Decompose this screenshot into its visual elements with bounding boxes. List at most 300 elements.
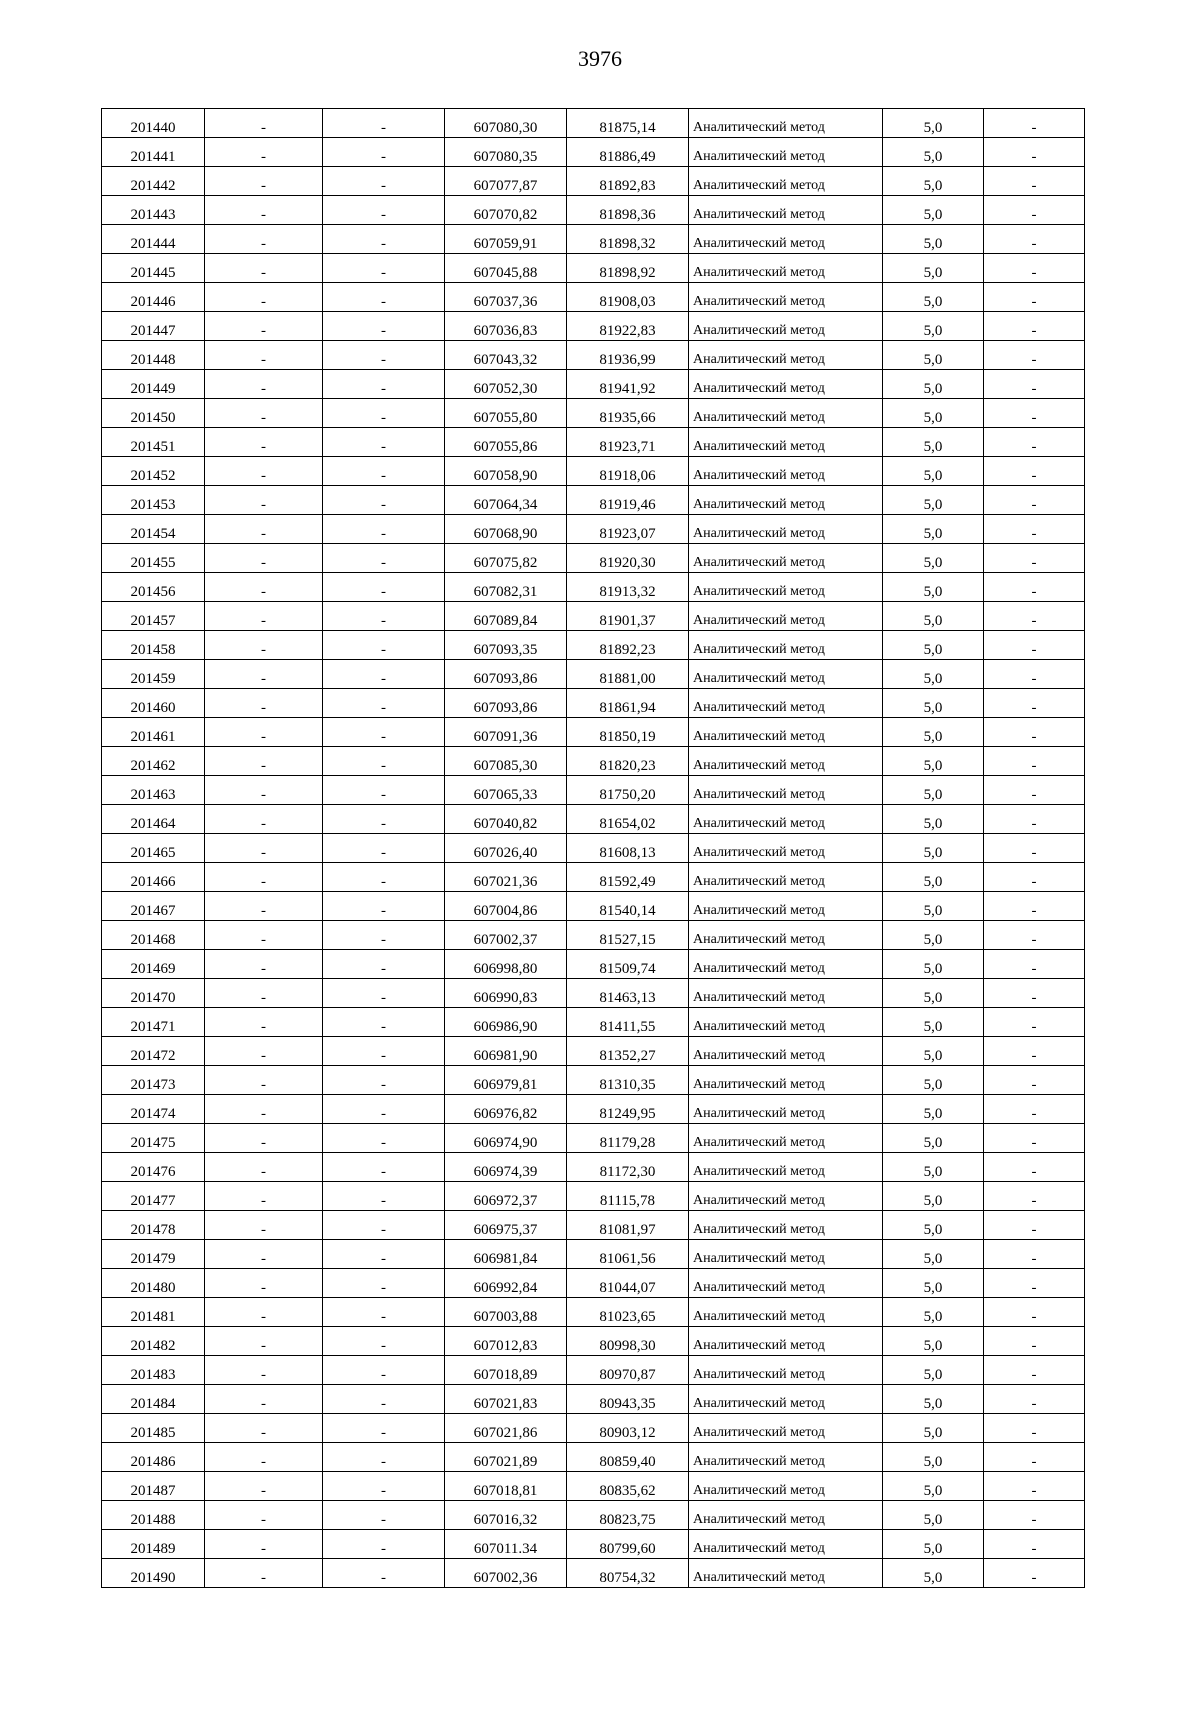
table-row [102, 1240, 1085, 1269]
dash-cell-1: - [205, 660, 323, 689]
dash-cell-3: - [984, 1008, 1085, 1037]
dash-cell-2: - [323, 979, 445, 1008]
dash-cell-2: - [323, 1269, 445, 1298]
accuracy-cell: 5,0 [883, 1414, 984, 1443]
y-coordinate-cell: 81898,32 [567, 225, 689, 254]
x-coordinate-cell: 607055,80 [445, 399, 567, 428]
dash-cell-2: - [323, 1182, 445, 1211]
x-coordinate-cell: 607004,86 [445, 892, 567, 921]
table-row [102, 312, 1085, 341]
dash-cell-3: - [984, 747, 1085, 776]
method-cell: Аналитический метод [689, 1385, 883, 1414]
x-coordinate-cell: 607026,40 [445, 834, 567, 863]
table-row [102, 1356, 1085, 1385]
point-number-cell: 201483 [102, 1356, 205, 1385]
y-coordinate-cell: 81898,36 [567, 196, 689, 225]
y-coordinate-cell: 81411,55 [567, 1008, 689, 1037]
method-cell: Аналитический метод [689, 1066, 883, 1095]
point-number-cell: 201468 [102, 921, 205, 950]
x-coordinate-cell: 607037,36 [445, 283, 567, 312]
accuracy-cell: 5,0 [883, 776, 984, 805]
method-cell: Аналитический метод [689, 1472, 883, 1501]
accuracy-cell: 5,0 [883, 631, 984, 660]
dash-cell-2: - [323, 457, 445, 486]
dash-cell-2: - [323, 225, 445, 254]
y-coordinate-cell: 81892,83 [567, 167, 689, 196]
y-coordinate-cell: 81881,00 [567, 660, 689, 689]
method-cell: Аналитический метод [689, 225, 883, 254]
method-cell: Аналитический метод [689, 863, 883, 892]
dash-cell-2: - [323, 1356, 445, 1385]
accuracy-cell: 5,0 [883, 921, 984, 950]
dash-cell-1: - [205, 1472, 323, 1501]
method-cell: Аналитический метод [689, 979, 883, 1008]
y-coordinate-cell: 81592,49 [567, 863, 689, 892]
table-row [102, 1124, 1085, 1153]
dash-cell-2: - [323, 1559, 445, 1588]
dash-cell-1: - [205, 1095, 323, 1124]
dash-cell-1: - [205, 631, 323, 660]
point-number-cell: 201487 [102, 1472, 205, 1501]
accuracy-cell: 5,0 [883, 1327, 984, 1356]
dash-cell-1: - [205, 1182, 323, 1211]
accuracy-cell: 5,0 [883, 1530, 984, 1559]
y-coordinate-cell: 80998,30 [567, 1327, 689, 1356]
page-number: 3976 [578, 46, 622, 71]
method-cell: Аналитический метод [689, 921, 883, 950]
dash-cell-3: - [984, 1095, 1085, 1124]
table-row [102, 1414, 1085, 1443]
y-coordinate-cell: 81061,56 [567, 1240, 689, 1269]
accuracy-cell: 5,0 [883, 573, 984, 602]
dash-cell-2: - [323, 1414, 445, 1443]
accuracy-cell: 5,0 [883, 1385, 984, 1414]
dash-cell-1: - [205, 1066, 323, 1095]
point-number-cell: 201471 [102, 1008, 205, 1037]
method-cell: Аналитический метод [689, 109, 883, 138]
x-coordinate-cell: 607021,83 [445, 1385, 567, 1414]
y-coordinate-cell: 81892,23 [567, 631, 689, 660]
method-cell: Аналитический метод [689, 1414, 883, 1443]
x-coordinate-cell: 606981,90 [445, 1037, 567, 1066]
point-number-cell: 201490 [102, 1559, 205, 1588]
dash-cell-2: - [323, 863, 445, 892]
table-row [102, 1153, 1085, 1182]
table-row [102, 1211, 1085, 1240]
table-row [102, 341, 1085, 370]
table-row [102, 747, 1085, 776]
method-cell: Аналитический метод [689, 196, 883, 225]
point-number-cell: 201482 [102, 1327, 205, 1356]
table-row [102, 602, 1085, 631]
point-number-cell: 201484 [102, 1385, 205, 1414]
dash-cell-3: - [984, 515, 1085, 544]
method-cell: Аналитический метод [689, 892, 883, 921]
x-coordinate-cell: 607059,91 [445, 225, 567, 254]
dash-cell-2: - [323, 631, 445, 660]
x-coordinate-cell: 606972,37 [445, 1182, 567, 1211]
y-coordinate-cell: 81608,13 [567, 834, 689, 863]
dash-cell-1: - [205, 457, 323, 486]
point-number-cell: 201479 [102, 1240, 205, 1269]
dash-cell-3: - [984, 138, 1085, 167]
method-cell: Аналитический метод [689, 1211, 883, 1240]
dash-cell-1: - [205, 602, 323, 631]
accuracy-cell: 5,0 [883, 138, 984, 167]
accuracy-cell: 5,0 [883, 892, 984, 921]
method-cell: Аналитический метод [689, 341, 883, 370]
table-row [102, 544, 1085, 573]
dash-cell-1: - [205, 776, 323, 805]
point-number-cell: 201456 [102, 573, 205, 602]
dash-cell-2: - [323, 747, 445, 776]
dash-cell-1: - [205, 1559, 323, 1588]
dash-cell-2: - [323, 283, 445, 312]
point-number-cell: 201470 [102, 979, 205, 1008]
method-cell: Аналитический метод [689, 747, 883, 776]
y-coordinate-cell: 81875,14 [567, 109, 689, 138]
dash-cell-2: - [323, 399, 445, 428]
dash-cell-1: - [205, 1124, 323, 1153]
dash-cell-3: - [984, 602, 1085, 631]
dash-cell-3: - [984, 921, 1085, 950]
accuracy-cell: 5,0 [883, 689, 984, 718]
x-coordinate-cell: 607080,35 [445, 138, 567, 167]
y-coordinate-cell: 81310,35 [567, 1066, 689, 1095]
dash-cell-1: - [205, 312, 323, 341]
dash-cell-2: - [323, 196, 445, 225]
dash-cell-3: - [984, 370, 1085, 399]
dash-cell-3: - [984, 109, 1085, 138]
x-coordinate-cell: 607068,90 [445, 515, 567, 544]
method-cell: Аналитический метод [689, 573, 883, 602]
dash-cell-2: - [323, 1501, 445, 1530]
point-number-cell: 201463 [102, 776, 205, 805]
table-row [102, 196, 1085, 225]
accuracy-cell: 5,0 [883, 1443, 984, 1472]
point-number-cell: 201485 [102, 1414, 205, 1443]
x-coordinate-cell: 607075,82 [445, 544, 567, 573]
method-cell: Аналитический метод [689, 312, 883, 341]
dash-cell-2: - [323, 660, 445, 689]
y-coordinate-cell: 81463,13 [567, 979, 689, 1008]
dash-cell-2: - [323, 834, 445, 863]
dash-cell-2: - [323, 1037, 445, 1066]
table-row [102, 1269, 1085, 1298]
y-coordinate-cell: 81922,83 [567, 312, 689, 341]
table-row [102, 399, 1085, 428]
accuracy-cell: 5,0 [883, 1095, 984, 1124]
table-row [102, 718, 1085, 747]
method-cell: Аналитический метод [689, 399, 883, 428]
coordinates-table [101, 108, 1085, 1588]
dash-cell-1: - [205, 225, 323, 254]
point-number-cell: 201450 [102, 399, 205, 428]
point-number-cell: 201446 [102, 283, 205, 312]
table-row [102, 950, 1085, 979]
point-number-cell: 201443 [102, 196, 205, 225]
dash-cell-3: - [984, 1037, 1085, 1066]
dash-cell-3: - [984, 1298, 1085, 1327]
table-row [102, 283, 1085, 312]
point-number-cell: 201462 [102, 747, 205, 776]
y-coordinate-cell: 81179,28 [567, 1124, 689, 1153]
y-coordinate-cell: 80799,60 [567, 1530, 689, 1559]
dash-cell-2: - [323, 892, 445, 921]
dash-cell-3: - [984, 283, 1085, 312]
x-coordinate-cell: 606976,82 [445, 1095, 567, 1124]
y-coordinate-cell: 80823,75 [567, 1501, 689, 1530]
table-row [102, 370, 1085, 399]
table-row [102, 1066, 1085, 1095]
dash-cell-3: - [984, 167, 1085, 196]
table-row [102, 1559, 1085, 1588]
x-coordinate-cell: 606998,80 [445, 950, 567, 979]
point-number-cell: 201477 [102, 1182, 205, 1211]
y-coordinate-cell: 81923,07 [567, 515, 689, 544]
dash-cell-2: - [323, 544, 445, 573]
y-coordinate-cell: 81923,71 [567, 428, 689, 457]
x-coordinate-cell: 606992,84 [445, 1269, 567, 1298]
y-coordinate-cell: 81898,92 [567, 254, 689, 283]
table-row [102, 1385, 1085, 1414]
method-cell: Аналитический метод [689, 1095, 883, 1124]
dash-cell-3: - [984, 1240, 1085, 1269]
method-cell: Аналитический метод [689, 283, 883, 312]
method-cell: Аналитический метод [689, 486, 883, 515]
dash-cell-1: - [205, 1501, 323, 1530]
dash-cell-2: - [323, 950, 445, 979]
dash-cell-1: - [205, 1211, 323, 1240]
dash-cell-1: - [205, 1153, 323, 1182]
method-cell: Аналитический метод [689, 254, 883, 283]
dash-cell-3: - [984, 689, 1085, 718]
accuracy-cell: 5,0 [883, 1182, 984, 1211]
dash-cell-3: - [984, 428, 1085, 457]
point-number-cell: 201464 [102, 805, 205, 834]
table-row [102, 1501, 1085, 1530]
x-coordinate-cell: 607077,87 [445, 167, 567, 196]
accuracy-cell: 5,0 [883, 1008, 984, 1037]
table-row [102, 1443, 1085, 1472]
dash-cell-2: - [323, 254, 445, 283]
method-cell: Аналитический метод [689, 1240, 883, 1269]
x-coordinate-cell: 607080,30 [445, 109, 567, 138]
dash-cell-1: - [205, 863, 323, 892]
y-coordinate-cell: 81750,20 [567, 776, 689, 805]
accuracy-cell: 5,0 [883, 544, 984, 573]
dash-cell-3: - [984, 660, 1085, 689]
y-coordinate-cell: 80835,62 [567, 1472, 689, 1501]
dash-cell-1: - [205, 747, 323, 776]
point-number-cell: 201458 [102, 631, 205, 660]
dash-cell-3: - [984, 399, 1085, 428]
point-number-cell: 201472 [102, 1037, 205, 1066]
table-row [102, 689, 1085, 718]
y-coordinate-cell: 81886,49 [567, 138, 689, 167]
y-coordinate-cell: 81901,37 [567, 602, 689, 631]
table-row [102, 1327, 1085, 1356]
table-row [102, 1472, 1085, 1501]
x-coordinate-cell: 607065,33 [445, 776, 567, 805]
point-number-cell: 201466 [102, 863, 205, 892]
x-coordinate-cell: 606974,90 [445, 1124, 567, 1153]
dash-cell-1: - [205, 283, 323, 312]
dash-cell-2: - [323, 341, 445, 370]
point-number-cell: 201460 [102, 689, 205, 718]
dash-cell-2: - [323, 602, 445, 631]
method-cell: Аналитический метод [689, 1501, 883, 1530]
x-coordinate-cell: 607036,83 [445, 312, 567, 341]
y-coordinate-cell: 81540,14 [567, 892, 689, 921]
x-coordinate-cell: 607021,36 [445, 863, 567, 892]
method-cell: Аналитический метод [689, 457, 883, 486]
dash-cell-2: - [323, 689, 445, 718]
point-number-cell: 201451 [102, 428, 205, 457]
x-coordinate-cell: 606974,39 [445, 1153, 567, 1182]
dash-cell-2: - [323, 1095, 445, 1124]
dash-cell-2: - [323, 776, 445, 805]
method-cell: Аналитический метод [689, 1327, 883, 1356]
dash-cell-1: - [205, 109, 323, 138]
dash-cell-3: - [984, 1327, 1085, 1356]
y-coordinate-cell: 81913,32 [567, 573, 689, 602]
point-number-cell: 201467 [102, 892, 205, 921]
dash-cell-1: - [205, 950, 323, 979]
y-coordinate-cell: 81850,19 [567, 718, 689, 747]
accuracy-cell: 5,0 [883, 370, 984, 399]
point-number-cell: 201452 [102, 457, 205, 486]
table-row [102, 428, 1085, 457]
dash-cell-1: - [205, 167, 323, 196]
y-coordinate-cell: 81115,78 [567, 1182, 689, 1211]
dash-cell-3: - [984, 631, 1085, 660]
dash-cell-1: - [205, 834, 323, 863]
dash-cell-3: - [984, 196, 1085, 225]
dash-cell-3: - [984, 834, 1085, 863]
method-cell: Аналитический метод [689, 776, 883, 805]
table-row [102, 1530, 1085, 1559]
dash-cell-1: - [205, 1385, 323, 1414]
point-number-cell: 201457 [102, 602, 205, 631]
dash-cell-1: - [205, 341, 323, 370]
x-coordinate-cell: 607064,34 [445, 486, 567, 515]
x-coordinate-cell: 607058,90 [445, 457, 567, 486]
x-coordinate-cell: 607018,81 [445, 1472, 567, 1501]
point-number-cell: 201461 [102, 718, 205, 747]
dash-cell-2: - [323, 1298, 445, 1327]
x-coordinate-cell: 607093,86 [445, 660, 567, 689]
accuracy-cell: 5,0 [883, 1356, 984, 1385]
y-coordinate-cell: 81941,92 [567, 370, 689, 399]
dash-cell-2: - [323, 1327, 445, 1356]
dash-cell-3: - [984, 457, 1085, 486]
dash-cell-3: - [984, 1472, 1085, 1501]
dash-cell-1: - [205, 138, 323, 167]
method-cell: Аналитический метод [689, 1153, 883, 1182]
table-row [102, 254, 1085, 283]
method-cell: Аналитический метод [689, 602, 883, 631]
point-number-cell: 201442 [102, 167, 205, 196]
dash-cell-2: - [323, 573, 445, 602]
point-number-cell: 201465 [102, 834, 205, 863]
table-row [102, 892, 1085, 921]
dash-cell-1: - [205, 399, 323, 428]
point-number-cell: 201469 [102, 950, 205, 979]
accuracy-cell: 5,0 [883, 167, 984, 196]
method-cell: Аналитический метод [689, 718, 883, 747]
method-cell: Аналитический метод [689, 950, 883, 979]
table-row [102, 1037, 1085, 1066]
point-number-cell: 201454 [102, 515, 205, 544]
y-coordinate-cell: 81527,15 [567, 921, 689, 950]
x-coordinate-cell: 607082,31 [445, 573, 567, 602]
y-coordinate-cell: 80754,32 [567, 1559, 689, 1588]
table-row [102, 138, 1085, 167]
method-cell: Аналитический метод [689, 805, 883, 834]
method-cell: Аналитический метод [689, 631, 883, 660]
y-coordinate-cell: 81249,95 [567, 1095, 689, 1124]
method-cell: Аналитический метод [689, 167, 883, 196]
y-coordinate-cell: 80859,40 [567, 1443, 689, 1472]
method-cell: Аналитический метод [689, 660, 883, 689]
table-row [102, 1298, 1085, 1327]
x-coordinate-cell: 607003,88 [445, 1298, 567, 1327]
y-coordinate-cell: 81935,66 [567, 399, 689, 428]
dash-cell-3: - [984, 1530, 1085, 1559]
x-coordinate-cell: 606979,81 [445, 1066, 567, 1095]
y-coordinate-cell: 81908,03 [567, 283, 689, 312]
dash-cell-3: - [984, 718, 1085, 747]
x-coordinate-cell: 607093,86 [445, 689, 567, 718]
accuracy-cell: 5,0 [883, 950, 984, 979]
point-number-cell: 201475 [102, 1124, 205, 1153]
method-cell: Аналитический метод [689, 515, 883, 544]
dash-cell-3: - [984, 863, 1085, 892]
accuracy-cell: 5,0 [883, 863, 984, 892]
dash-cell-2: - [323, 1066, 445, 1095]
method-cell: Аналитический метод [689, 1124, 883, 1153]
x-coordinate-cell: 607055,86 [445, 428, 567, 457]
method-cell: Аналитический метод [689, 1443, 883, 1472]
accuracy-cell: 5,0 [883, 399, 984, 428]
table-row [102, 805, 1085, 834]
dash-cell-3: - [984, 486, 1085, 515]
point-number-cell: 201476 [102, 1153, 205, 1182]
method-cell: Аналитический метод [689, 1182, 883, 1211]
dash-cell-3: - [984, 950, 1085, 979]
x-coordinate-cell: 607012,83 [445, 1327, 567, 1356]
x-coordinate-cell: 606975,37 [445, 1211, 567, 1240]
x-coordinate-cell: 607093,35 [445, 631, 567, 660]
method-cell: Аналитический метод [689, 1037, 883, 1066]
table-body [102, 109, 1085, 1588]
x-coordinate-cell: 607002,36 [445, 1559, 567, 1588]
dash-cell-3: - [984, 544, 1085, 573]
y-coordinate-cell: 81044,07 [567, 1269, 689, 1298]
y-coordinate-cell: 81172,30 [567, 1153, 689, 1182]
x-coordinate-cell: 607011.34 [445, 1530, 567, 1559]
dash-cell-2: - [323, 312, 445, 341]
y-coordinate-cell: 81918,06 [567, 457, 689, 486]
table-row [102, 515, 1085, 544]
dash-cell-1: - [205, 718, 323, 747]
y-coordinate-cell: 81920,30 [567, 544, 689, 573]
x-coordinate-cell: 607016,32 [445, 1501, 567, 1530]
table-row [102, 1095, 1085, 1124]
dash-cell-1: - [205, 196, 323, 225]
dash-cell-3: - [984, 1414, 1085, 1443]
